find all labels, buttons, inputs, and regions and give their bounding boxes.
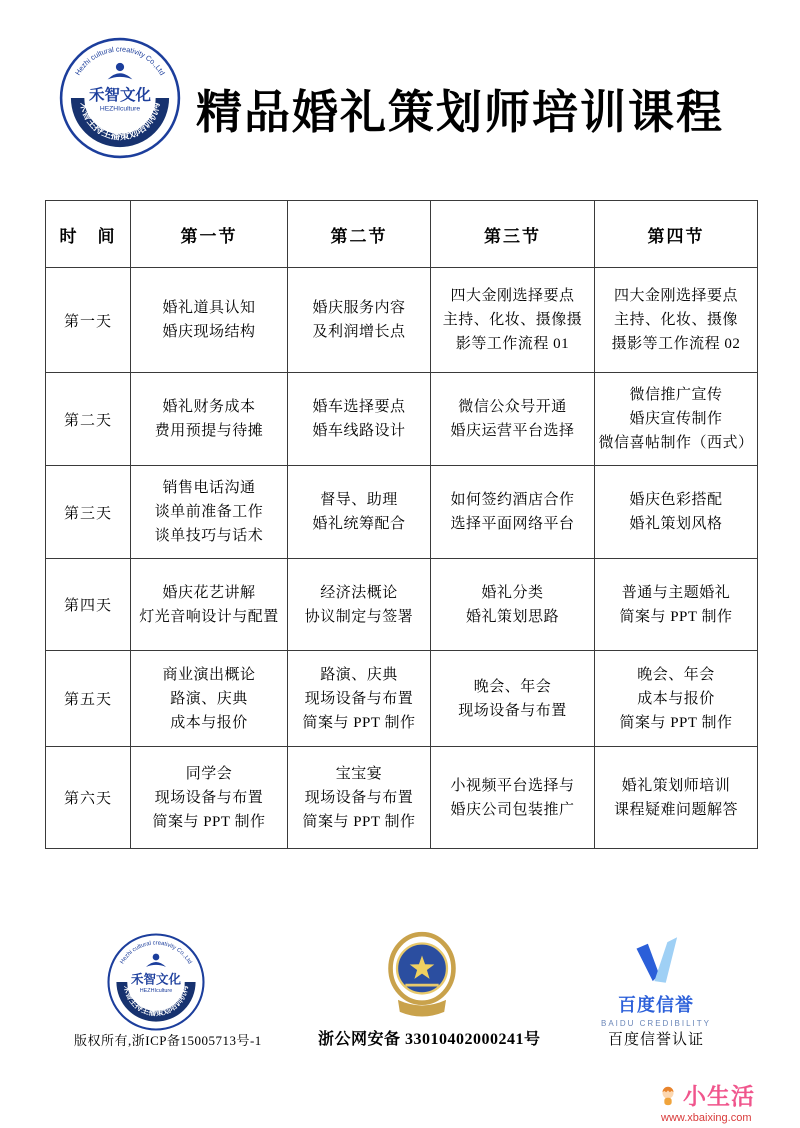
course-line: 影等工作流程 01: [455, 336, 570, 352]
course-cell: [595, 651, 758, 747]
logo-name-en: HEZHIculture: [139, 988, 173, 994]
column-header: 第一节: [131, 201, 288, 268]
course-cell: [431, 268, 595, 373]
course-line: 小视频平台选择与: [450, 777, 575, 794]
course-cell: [288, 373, 431, 466]
baidu-logo: [600, 934, 712, 1028]
day-label: 第四天: [46, 559, 131, 651]
course-line: 课程疑难问题解答: [613, 801, 738, 818]
course-line: 婚庆运营平台选择: [450, 423, 575, 439]
course-cell: [288, 559, 431, 651]
course-line: 同学会: [185, 765, 233, 782]
schedule-table-wrap: [45, 200, 757, 849]
day-label: 第五天: [46, 651, 131, 747]
course-cell: [288, 651, 431, 747]
course-line: 普通与主题婚礼: [621, 584, 731, 601]
course-line: 四大金刚选择要点: [613, 288, 738, 304]
course-line: 选择平面网络平台: [450, 516, 575, 532]
day-label: 第二天: [46, 373, 131, 466]
column-header: 时 间: [46, 201, 131, 268]
baidu-name: 百度信誉: [618, 995, 694, 1015]
course-line: 简案与 PPT 制作: [619, 608, 733, 625]
logo-mark-icon: [153, 954, 160, 961]
course-cell: [288, 747, 431, 849]
table-row: [46, 651, 758, 747]
course-cell: [131, 373, 288, 466]
course-line: 婚庆公司包装推广: [450, 801, 575, 818]
watermark: [657, 1078, 792, 1124]
course-line: 简案与 PPT 制作: [152, 813, 266, 830]
course-cell: [431, 747, 595, 849]
course-line: 经济法概论: [320, 584, 398, 601]
course-line: 路演、庆典: [320, 666, 398, 683]
column-header: 第四节: [595, 201, 758, 268]
logo-name: 禾智文化: [130, 972, 182, 987]
course-line: 费用预提与待摊: [154, 423, 264, 439]
watermark-name: 小生活: [683, 1084, 755, 1109]
course-line: 商业演出概论: [162, 666, 256, 683]
course-line: 简案与 PPT 制作: [302, 813, 416, 830]
schedule-table: [45, 200, 758, 849]
watermark-url: www.xbaixing.com: [661, 1112, 752, 1124]
course-line: 协议制定与签署: [304, 608, 414, 625]
course-line: 微信推广宣传: [629, 387, 723, 403]
logo-name: 禾智文化: [88, 87, 152, 105]
course-line: 婚车选择要点: [312, 399, 406, 415]
course-cell: [131, 559, 288, 651]
watermark-mascot-icon: [657, 1084, 679, 1106]
course-cell: [431, 651, 595, 747]
course-cell: [431, 559, 595, 651]
course-line: 四大金刚选择要点: [450, 288, 575, 304]
column-header: 第二节: [288, 201, 431, 268]
police-record-number: 浙公网安备 33010402000241号: [318, 1031, 541, 1048]
course-line: 及利润增长点: [312, 324, 406, 340]
course-cell: [595, 268, 758, 373]
course-line: 简案与 PPT 制作: [619, 714, 733, 731]
course-line: 晚会、年会: [637, 666, 715, 683]
schedule-body: [46, 268, 758, 849]
baidu-name-en: BAIDU CREDIBILITY: [600, 1019, 711, 1028]
course-line: 宝宝宴: [335, 765, 383, 782]
course-line: 婚庆宣传制作: [629, 411, 723, 427]
course-cell: [131, 651, 288, 747]
course-cell: [595, 559, 758, 651]
course-line: 销售电话沟通: [162, 480, 256, 496]
course-cell: [431, 373, 595, 466]
copyright-text: 版权所有,浙ICP备15005713号-1: [74, 1033, 262, 1048]
course-cell: [288, 268, 431, 373]
course-line: 灯光音响设计与配置: [139, 608, 279, 625]
course-cell: [595, 373, 758, 466]
course-line: 晚会、年会: [473, 678, 552, 695]
logo-mark-icon: [116, 63, 124, 71]
logo-arc-bottom: 禾智主持主播策划培训机构: [77, 101, 163, 143]
table-row: [46, 559, 758, 651]
schedule-header-row: [46, 201, 758, 268]
course-line: 如何签约酒店合作: [450, 492, 575, 508]
table-row: [46, 747, 758, 849]
course-cell: [131, 268, 288, 373]
table-row: [46, 268, 758, 373]
table-row: [46, 373, 758, 466]
day-label: 第一天: [46, 268, 131, 373]
course-cell: [595, 466, 758, 559]
course-line: 婚庆花艺讲解: [162, 584, 256, 601]
company-logo: [58, 36, 182, 160]
course-line: 主持、化妆、摄像: [613, 312, 738, 328]
course-line: 婚礼财务成本: [162, 399, 256, 415]
logo-arc-top: Hezhi cultural creativity Co.,Ltd: [119, 940, 193, 966]
course-line: 婚庆现场结构: [162, 324, 256, 340]
course-line: 现场设备与布置: [154, 789, 264, 806]
course-line: 简案与 PPT 制作: [302, 714, 416, 731]
course-cell: [595, 747, 758, 849]
baidu-v-icon: [630, 934, 682, 986]
course-line: 婚礼道具认知: [162, 300, 256, 316]
course-line: 督导、助理: [320, 492, 398, 508]
course-line: 婚礼统筹配合: [312, 516, 406, 532]
column-header: 第三节: [431, 201, 595, 268]
course-line: 现场设备与布置: [458, 702, 567, 719]
course-line: 现场设备与布置: [304, 789, 414, 806]
baidu-cert-label: 百度信誉认证: [607, 1032, 704, 1048]
course-line: 成本与报价: [637, 690, 715, 707]
table-row: [46, 466, 758, 559]
course-line: 现场设备与布置: [304, 690, 414, 707]
course-cell: [431, 466, 595, 559]
course-line: 婚车线路设计: [312, 423, 406, 439]
course-line: 谈单前准备工作: [154, 504, 264, 520]
course-cell: [288, 466, 431, 559]
day-label: 第三天: [46, 466, 131, 559]
course-line: 主持、化妆、摄像摄: [442, 312, 583, 328]
course-line: 婚庆色彩搭配: [629, 492, 723, 508]
footer-company-logo: [106, 932, 206, 1032]
course-line: 微信喜帖制作（西式）: [598, 435, 754, 451]
logo-arc-bottom: 禾智主持主播策划培训机构: [122, 984, 190, 1018]
course-line: 成本与报价: [170, 714, 248, 731]
course-line: 路演、庆典: [170, 690, 248, 707]
course-line: 婚礼策划风格: [629, 516, 723, 532]
course-line: 婚礼分类: [481, 584, 544, 601]
logo-arc-top: Hezhi cultural creativity Co.,Ltd: [73, 44, 167, 77]
course-line: 谈单技巧与话术: [154, 528, 264, 544]
day-label: 第六天: [46, 747, 131, 849]
course-cell: [131, 747, 288, 849]
course-line: 婚庆服务内容: [312, 300, 406, 316]
course-line: 摄影等工作流程 02: [611, 336, 741, 352]
logo-name-en: HEZHIculture: [99, 105, 141, 113]
course-line: 微信公众号开通: [458, 399, 567, 415]
police-badge-icon: [385, 928, 459, 1020]
course-cell: [131, 466, 288, 559]
course-line: 婚礼策划师培训: [621, 777, 731, 794]
page-title: 精品婚礼策划师培训课程: [196, 87, 724, 138]
course-line: 婚礼策划思路: [465, 608, 559, 625]
